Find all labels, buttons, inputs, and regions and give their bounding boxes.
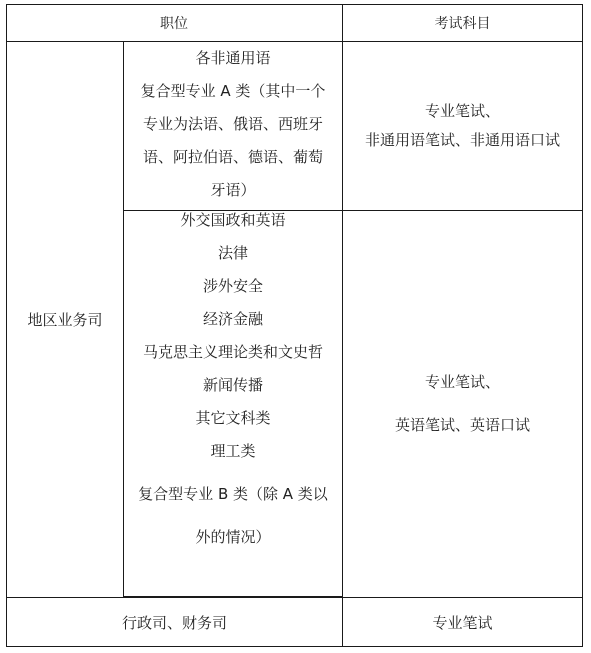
position-line: 其它文科类 <box>195 409 271 427</box>
position-line: 外交国政和英语 <box>180 211 286 229</box>
position-line: 复合型专业 A 类（其中一个 <box>140 82 326 100</box>
table-border-right <box>582 4 583 647</box>
group-1-positions <box>124 42 342 210</box>
admin-department-name: 行政司、财务司 <box>121 613 227 632</box>
position-line: 经济金融 <box>202 310 263 328</box>
admin-exam-subjects: 专业笔试 <box>432 613 493 632</box>
header-exam-subjects: 考试科目 <box>434 16 491 32</box>
position-line: 理工类 <box>210 442 256 460</box>
regional-department-name: 地区业务司 <box>27 311 103 329</box>
group-2-exam-subjects: 专业笔试、 英语笔试、英语口试 <box>394 372 530 434</box>
group-1-exam-subjects: 专业笔试、 非通用语笔试、非通用语口试 <box>364 102 560 149</box>
position-line: 专业为法语、俄语、西班牙 <box>142 115 323 133</box>
position-line: 牙语） <box>210 181 256 199</box>
table-border-bottom <box>6 646 583 647</box>
position-line: 各非通用语 <box>195 49 271 67</box>
position-line: 涉外安全 <box>202 277 263 295</box>
position-line: 外的情况） <box>195 528 271 546</box>
position-line: 法律 <box>217 244 248 262</box>
position-line: 新闻传播 <box>202 376 263 394</box>
position-line: 复合型专业 B 类（除 A 类以 <box>138 485 328 503</box>
position-line: 语、阿拉伯语、德语、葡萄 <box>142 148 323 166</box>
header-position: 职位 <box>160 16 188 32</box>
exam-table <box>6 4 583 647</box>
position-line: 马克思主义理论类和文史哲 <box>142 343 323 361</box>
group-2-positions <box>124 204 342 596</box>
